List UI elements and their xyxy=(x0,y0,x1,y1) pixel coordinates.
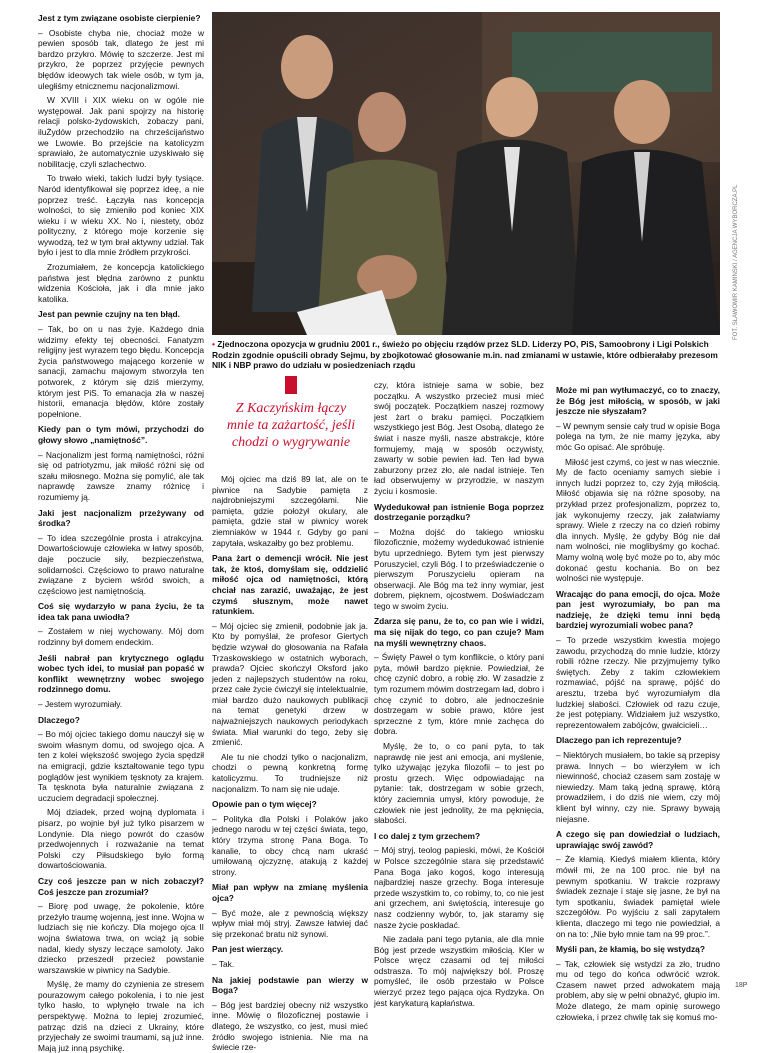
interview-paragraph: – Osobiste chyba nie, chociaż może w pewien sposób tak, dlatego że jest mi bardzo przykro. Mówię to szczerze. Jest mi przykro, że poprzez przyjęcie pewnych błędów ideowych tak wiele osób, w tym ja, uległiśmy etnicznemu nacjonalizmowi. xyxy=(38,27,204,91)
interview-paragraph: – To idea szczególnie prosta i atrakcyjna. Dowartościowuje człowieka w łatwy sposób, daje poczucie siły, bezpieczeństwa, solidarności. Częściowo to prawo naturalne związane z byciem wśród swoich, a częściowo jest namiętnością. xyxy=(38,532,204,596)
interview-paragraph: W XVIII i XIX wieku on w ogóle nie występował. Jak pani spojrzy na historię relacji polsko-żydowskich, zobaczy pani, iluŻydów przechodziło na chrześcijaństwo we Lwowie. Bo przejście na katolicyzm sprawiało, że automatycznie uzyskiwało się nobilitację, czyli szlachectwo. xyxy=(38,95,204,169)
interview-question: Dlaczego pan ich reprezentuje? xyxy=(556,735,682,746)
interview-paragraph: Nie zadała pani tego pytania, ale dla mnie Bóg jest przede wszystkim miłością. Kler w Polsce wręcz czasami od tej miłości odstrasza. To mój największy ból. Proszę pomyśleć, ile osób przestało w Polsce wierzyć przez tego pająca ojca Rydzyka. On jest karykaturą kapłaństwa. xyxy=(374,934,544,1008)
news-photo xyxy=(212,12,720,335)
interview-paragraph: – Zostałem w niej wychowany. Mój dom rodzinny był domem endeckim. xyxy=(38,626,204,648)
interview-paragraph: – To przede wszystkim kwestia mojego zawodu, przychodzą do mnie ludzie, którzy robili różne rzeczy. Nie przyjmujemy tylko świętych. Żeby z takim człowiekiem rozmawiać, pójść na sprawę, pójść do aresztu, trzeba być wyrozumiałym dla ludzkiej słabości. Człowiek od razu czuje, że jest potępiany. Widziałem już wszystko, reprezentowałem zabójców, gwałcicieli… xyxy=(556,635,720,730)
interview-paragraph: Myślę, że mamy do czynienia ze stresem pourazowym całego pokolenia, i to nie jest tylko hasło, to wpłynęło trwale na ich perspektywę. Można to lepiej zrozumieć, patrząc dziś na dzieci z Ukrainy, które przyjechały ze swoimi traumami, są już inne. Mają już inną psychikę. xyxy=(38,979,204,1053)
interview-paragraph: – Niektórych musiałem, bo takie są przepisy prawa. Innych – bo wierzyłem w ich niewinność, chociaż czasem sam zostaję w niewiedzy. Mam taką jedną sprawę, którą prowadziłem, i do dziś nie wiem, czy mój klient był winny, czy nie. Sprawy bywają niejasne. xyxy=(556,750,720,824)
interview-question: Czy coś jeszcze pan w nich zobaczył? Coś jeszcze pan zrozumiał? xyxy=(38,875,204,897)
interview-paragraph: – Biorę pod uwagę, że pokolenie, które przeżyło traumę wojenną, jest inne. Wojna w ludziach się nie kończy. Dla mojego ojca II wojna światowa trwa, on wciąż ją sobie nadal, kiedy słyszy leczące samoloty. Jako dziecko przeszedł przecież powstanie warszawskie w piwnicy na Sadybie. xyxy=(38,901,204,975)
interview-paragraph: Miłość jest czymś, co jest w nas wiecznie. My de facto oceniamy samych siebie i innych ludzi poprzez to, czy żyją miłością. Miłość objawia się na różne sposoby, na przykład przez profesjonalizm, poprzez to, jak wykonujemy rzeczy, jak załatwiamy sprawy. Wiele z rzeczy na co dzień robimy dla innych. Myślę, że gdyby Bóg nie dał nam wolności, nie moglibyśmy go kochać. Mamy wolną wolę być może po to, aby móc dokonać gestu kochania. Bo on bez wolności nie występuje. xyxy=(556,456,720,584)
interview-paragraph: Myślę, że to, o co pani pyta, to tak naprawdę nie jest ani emocja, ani myślenie, tylko używając języka filozofii – to jest po prostu grzech. Więc odpowiadając na pytanie: tak, dostrzegam w sobie grzech, który zaciemnia umysł, który powoduje, że człowiek nie jest jednolity, że ma pęknięcia, słabości. xyxy=(374,741,544,826)
interview-question: Kiedy pan o tym mówi, przychodzi do głowy słowo „namiętność”. xyxy=(38,424,204,445)
quote-mark-icon xyxy=(285,376,297,394)
interview-question: I co dalej z tym grzechem? xyxy=(374,830,481,841)
interview-paragraph: – Bóg jest bardziej obecny niż wszystko inne. Mówię o filozoficznej postawie i dlatego, że wszystko, co jest, musi mieć źródło swojego istnienia. Nie ma na świecie rze- xyxy=(212,999,368,1053)
interview-paragraph: – Polityka dla Polski i Polaków jako jednego narodu w tej części świata, tego, który trzyma stronę Pana Boga. To kanalie, to obcy chcą nam ukraść umiłowaną ojczyznę, atakują z każdej strony. xyxy=(212,813,368,877)
interview-paragraph: Mój dziadek, przed wojną dyplomata i pisarz, po wojnie był już tylko pisarzem w Londynie. Dla niego powrót do czasów przedwojennych i rozważanie na temat Polski czy Piłsudskiego było formą dowartościowania. xyxy=(38,807,204,871)
interview-question: A czego się pan dowiedział o ludziach, uprawiając swój zawód? xyxy=(556,829,720,850)
parliament-photo-illustration xyxy=(212,12,720,335)
interview-paragraph: – Być może, ale z pewnością większy wpływ miał mój stryj. Zawsze łatwiej dać się przekonać bratu niż synowi. xyxy=(212,907,368,939)
interview-paragraph: czy, która istnieje sama w sobie, bez początku. A wszystko przecież musi mieć swój początek. Początkiem naszej rozmowy jest żart o braku pamięci. Początkiem wszystkiego jest Bóg. Jest Osobą, dlatego że świat i nasze myśli, nasze abstrakcje, które formujemy, mają w sposób oczywisty, zawarty w sobie pewien ład. Ten ład bywa zaburzony przez zło, ale nadal istnieje. Ten ład obserwujemy w przyrodzie, w naszym życiu i kosmosie. xyxy=(374,380,544,496)
bullet-icon: • xyxy=(212,339,218,349)
article-column-2 xyxy=(212,474,368,1053)
article-column-1 xyxy=(38,8,204,1053)
interview-question: Jest z tym związane osobiste cierpienie? xyxy=(38,13,201,23)
photo-credit: FOT. SŁAWOMIR KAMIŃSKI / AGENCJA WYBORCZA.PL xyxy=(733,184,739,340)
interview-question: Miał pan wpływ na zmianę myślenia ojca? xyxy=(212,882,368,903)
interview-paragraph: – Mój stryj, teolog papieski, mówi, że Kościół w Polsce szczególnie stara się przedstawić Pana Boga jako kogoś, kogo interesują najbardziej nasze grzechy. Boga interesuje przede wszystkim to, co robimy, to, co nie jest ani grzechem, ani świętością, interesuje go nasz codzienny wybór, to, jak staramy się nasze życie poskładać. xyxy=(374,845,544,930)
interview-paragraph: – Tak, bo on u nas żyje. Każdego dnia widzimy efekty tej obecności. Fanatyzm religijny jest wyrazem tego błędu. Koncepcja życia państwowego mającego korzenie w sanacji, zamachu majowym stworzyła ten potworek, z którym się dziś mierzymy, którym jest PiS. To emanacja zła w naszej historii, emanacja błędów, które zostały popełnione. xyxy=(38,324,204,419)
pull-quote-text: Z Kaczyńskim łączy mnie ta zażartość, jeśli chodzi o wygrywanie xyxy=(226,401,356,450)
page-number: 18P xyxy=(735,982,748,989)
interview-paragraph: – Nacjonalizm jest formą namiętności, różni się od patriotyzmu, jak miłość różni się od szału miłosnego. Można się pomylić, ale tak naprawdę zawsze znamy różnicę i rozumiemy ją. xyxy=(38,449,204,502)
interview-question: Dlaczego? xyxy=(38,714,80,725)
interview-question: Na jakiej podstawie pan wierzy w Boga? xyxy=(212,974,368,996)
interview-question: Jest pan pewnie czujny na ten błąd. xyxy=(38,309,180,320)
interview-question: Może mi pan wytłumaczyć, co to znaczy, że Bóg jest miłością, w sposób, w jaki jeszcze nie słyszałam? xyxy=(556,385,720,417)
interview-paragraph: Ale tu nie chodzi tylko o nacjonalizm, chodzi o pewną konkretną formę katolicyzmu. To trudniejsze niż nacjonalizm. To nam się nie udaje. xyxy=(212,751,368,794)
article-column-4 xyxy=(556,380,720,1022)
interview-question: Wracając do pana emocji, do ojca. Może pan jest wyrozumiały, bo pan ma nadzieję, że dzięki temu inni będą bardziej wyrozumiali wobec pana? xyxy=(556,588,720,631)
caption-text: Zjednoczona opozycja w grudniu 2001 r., świeżo po objęciu rządów przez SLD. Liderzy PO, PiS, Samoobrony i Ligi Polskich Rodzin zgodnie opuścili obrady Sejmu, by zbojkotować głosowanie m.in. nad zmianami w ustawie, które odbierałaby prezesom NIK i NBP prawo do udziału w posiedzeniach rządu xyxy=(212,339,718,371)
interview-paragraph: – Święty Paweł o tym konflikcie, o który pani pyta, mówił bardzo pięknie. Powiedział, że chcę czynić dobro, a robię zło. W zasadzie z tym rozumem mówim dostrzegam ład, dobro i chcę czynić to dobro, ale jednocześnie dostrzegam w sobie prawo, które jest sprzeczne z tym, które mnie zachęca do dobra. xyxy=(374,652,544,737)
interview-question: Pana żart o demencji wrócił. Nie jest tak, że ktoś, domyślam się, oddzielić miłość ojca od namiętności, którą chciał nas zarazić, uważając, że jest czymś słusznym, może nawet ratunkiem. xyxy=(212,553,368,617)
interview-paragraph: – Mój ojciec się zmienił, podobnie jak ja. Kto by pomyślał, że profesor Giertych będzie wzywał do głosowania na Rafała Trzaskowskiego w ostatnich wyborach, prawda? Ojciec skończył Oksford jako jeden z najlepszych studentów na roku, przez całe życie ćwiczył się intelektualnie, miał bardzo dużo naukowych publikacji na temat genetyki drzew w najważniejszych naukowych periodykach świata. Miał warunki do tego, żeby się zmienić. xyxy=(212,620,368,748)
interview-paragraph: – W pewnym sensie cały trud w opisie Boga polega na tym, że nie mamy języka, aby móc Go opisać. Ale spróbuję. xyxy=(556,420,720,452)
interview-question: Zdarza się panu, że to, co pan wie i widzi, ma się nijak do tego, co pan czuje? Mam na myśli wewnętrzny chaos. xyxy=(374,616,544,648)
interview-paragraph: – Że kłamią. Kiedyś miałem klienta, który mówił mi, że na 100 proc. nie był na pewnym spotkaniu. W trakcie rozprawy świadek zeznaje i staje się jasne, że był na tym spotkaniu, świadek pamiętał wiele szczegółów. Po wyjściu z sali zapytałem klienta, dlaczego mi tego nie powiedział, a on na to: „Nie było mnie tam na 99 proc.”. xyxy=(556,854,720,939)
photo-caption xyxy=(212,339,720,371)
article-column-3 xyxy=(374,380,544,1008)
interview-question: Opowie pan o tym więcej? xyxy=(212,799,317,810)
pull-quote xyxy=(222,376,360,451)
interview-question: Pan jest wierzący. xyxy=(212,944,284,955)
interview-paragraph: – Tak, człowiek się wstydzi za zło, trudno mu od tego do końca odwrócić wzrok. Czasem nawet przed adwokatem mają problem, aby się w pełni obnażyć, głupio im. Może dlatego, że mam opinię surowego człowieka, i przez chwilę tak się komuś mo- xyxy=(556,958,720,1022)
interview-question: Wydedukował pan istnienie Boga poprzez dostrzeganie porządku? xyxy=(374,501,544,523)
interview-paragraph: – Można dojść do takiego wniosku filozoficznie, możemy wydedukować istnienie bytu uprzedniego. Bytem tym jest pierwszy Poruszyciel, czyli Bóg. I to przeświadczenie o pierwszym Poruszycielu opieram na obserwacji. Ale Bóg ma też inny wymiar, jest dobrem, pięknem, ojcostwem. Doświadczam tego w swoim życiu. xyxy=(374,526,544,611)
interview-paragraph: To trwało wieki, takich ludzi były tysiące. Naród identyfikował się poprzez ideę, a nie poprzez treść. Łączyła nas koncepcja wolności, to się zmieniło pod koniec XIX wieku i w wieku XX. No i, niestety, obóz polityczny, z którego moje korzenie się wywodzą, też w tym brał aktywny udział. Tak było i jest to dla mnie źródłem przykrości. xyxy=(38,173,204,258)
interview-paragraph: Zrozumiałem, że koncepcja katolickiego państwa jest błędna zarówno z punktu widzenia Kościoła, jak i dla mnie jako katolika. xyxy=(38,262,204,304)
interview-question: Jeśli nabrał pan krytycznego oglądu wobec tych idei, to musiał pan popaść w konflikt wewnętrzny wobec swojego rodzinnego domu. xyxy=(38,652,204,695)
interview-question: Coś się wydarzyło w pana życiu, że ta idea tak pana uwiodła? xyxy=(38,601,204,622)
interview-paragraph: – Tak. xyxy=(212,958,235,969)
interview-paragraph: – Jestem wyrozumiały. xyxy=(38,699,123,710)
interview-question: Myśli pan, że kłamią, bo się wstydzą? xyxy=(556,944,705,955)
interview-paragraph: – Bo mój ojciec takiego domu nauczył się w swoim własnym domu, od swojego ojca. A ten z kolei większość swojego życia spędził na emigracji, gdzie kształtowanie tego typu poglądów jest wynikiem tęsknoty za krajem. Ta tęsknota była naturalnie związana z uczuciem degradacji społecznej. xyxy=(38,729,204,803)
interview-paragraph: Mój ojciec ma dziś 89 lat, ale on te piwnice na Sadybie pamięta z najdrobniejszymi szczegółami. Nie pamięta, gdzie położył okulary, ale pamięta, gdzie stał w piwnicy worek ziemniaków w 1944 r. Gdyby go pani zapytała, wskazałby go bez problemu. xyxy=(212,474,368,548)
interview-question: Jaki jest nacjonalizm przeżywany od środka? xyxy=(38,507,204,529)
